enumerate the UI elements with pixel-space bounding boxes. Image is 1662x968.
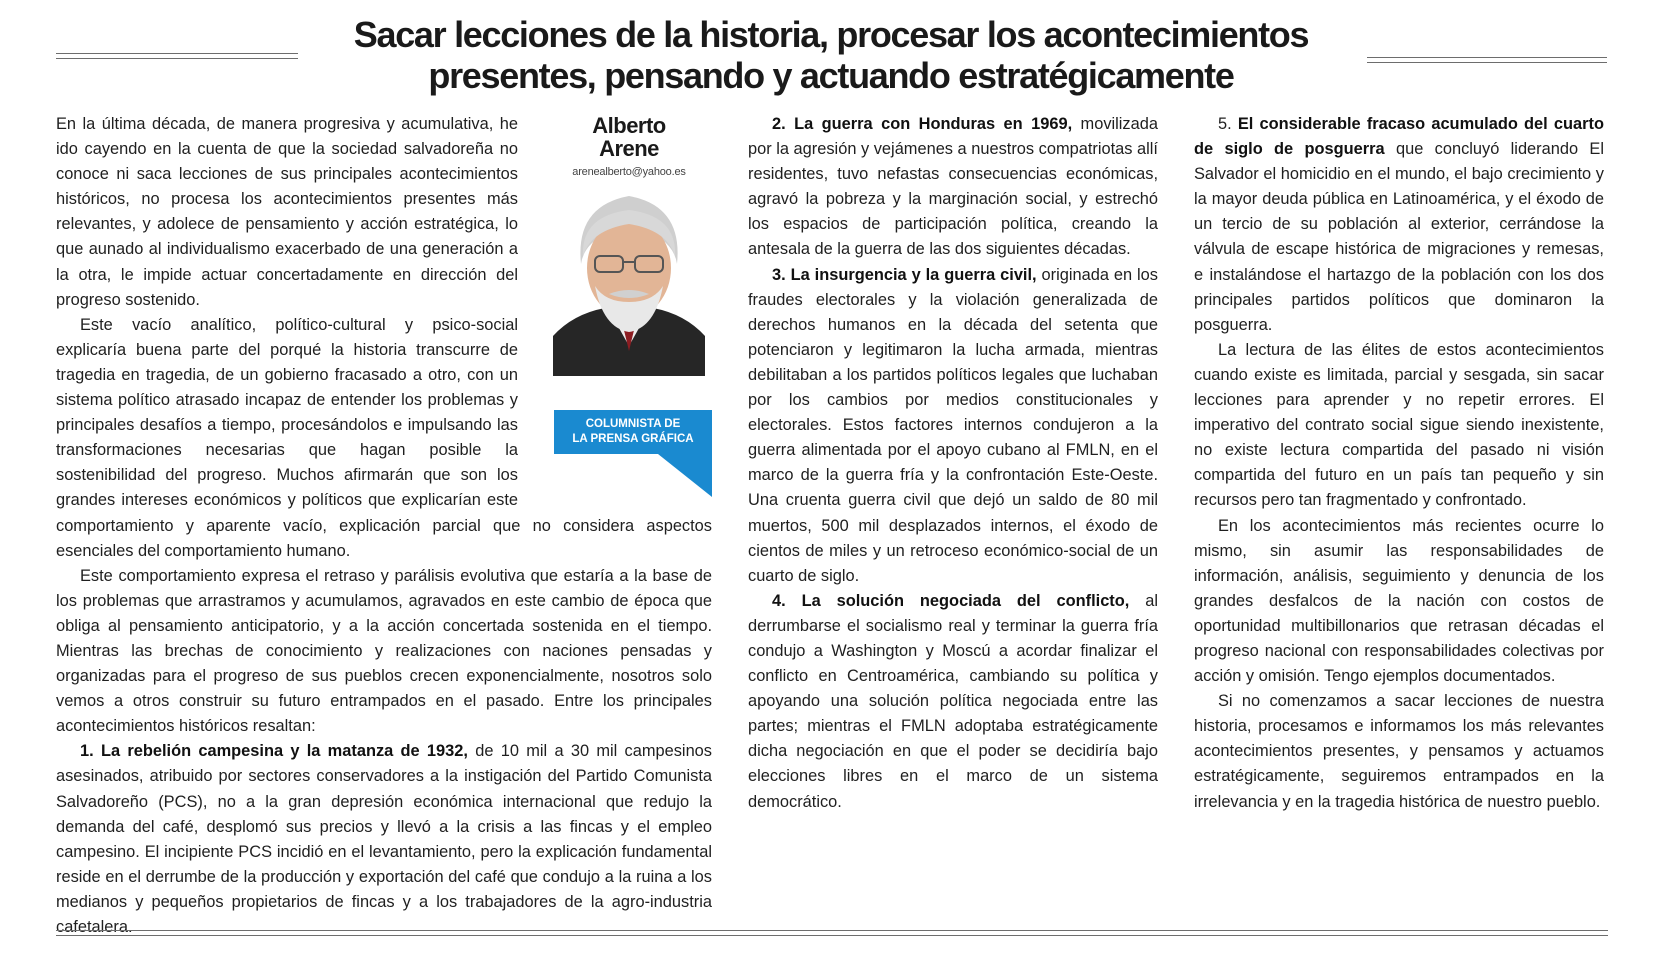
badge-line-2: LA PRENSA GRÁFICA <box>572 433 694 445</box>
author-name <box>546 114 712 160</box>
author-byline <box>546 112 712 497</box>
paragraph-conclusion: Si no comenzamos a sacar lecciones de nuestra historia, procesamos e informamos los más relevantes acontecimientos presentes, y pensamos y actuamos estratégicamente, seguiremos entrampados en la irrelevancia y en la tragedia histórica de nuestro pueblo. <box>1194 692 1604 811</box>
list-item-5-number: 5. <box>1218 115 1238 133</box>
list-item-1 <box>56 739 712 940</box>
author-email: arenealberto@yahoo.es <box>572 166 686 178</box>
list-item-5 <box>1194 112 1604 338</box>
list-item-1-heading: 1. La rebelión campesina y la matanza de 1932, <box>80 742 468 761</box>
list-item-4-heading: 4. La solución negociada del conflicto, <box>772 591 1130 610</box>
badge-tail <box>658 454 712 497</box>
headline-line-2: presentes, pensando y actuando estratégicamente <box>428 55 1234 96</box>
header-rule-right <box>1367 57 1607 63</box>
paragraph-intro: En la última década, de manera progresiva y acumulativa, he ido cayendo en la cuenta de que la sociedad salvadoreña no conoce ni saca lecciones de sus principales acontecimientos históricos, no procesa los acontecimientos presentes más relevantes, y adolece de pensamiento y acción estratégica, lo que aunado al individualismo exacerbado de una generación a la otra, le impide actuar concertadamente en dirección del progreso sostenido. <box>56 115 518 309</box>
list-item-5-text: que concluyó liderando El Salvador el homicidio en el mundo, el bajo crecimiento y la mayor deuda pública en Latinoamérica, y el éxodo de un tercio de su población al exterior, cerrándose la válvula de escape histórica de migraciones y remesas, e instalándose el hartazgo de la población con los dos principales partidos políticos que dominaron la posguerra. <box>1194 140 1604 334</box>
footer-rule <box>56 930 1608 936</box>
headline <box>300 14 1362 96</box>
list-item-1-text: de 10 mil a 30 mil campesinos asesinados, atribuido por sectores conservadores a la instigación del Partido Comunista Salvadoreño (PCS), no a la gran depresión económica internacional que redujo la demanda del café, desplomó sus precios y llevó a la crisis a las fincas y el empleo campesino. El incipiente PCS incidió en el levantamiento, pero la explicación fundamental reside en el derrumbe de la producción y exportación del café que condujo a la ruina a los medianos y pequeños propietarios de fincas y a los trabajadores de la agro-industria cafetalera. <box>56 742 712 936</box>
paragraph-analytic-void: Este vacío analítico, político-cultural y psico-social explicaría buena parte del porqué la historia transcurre de tragedia en tragedia, de un gobierno fracasado a otro, con un sistema político atrasado incapaz de entender los problemas y principales desafíos a tiempo, procesándolos e impulsando las transformaciones necesarias que hagan posible la sostenibilidad del progreso. Muchos afirmarán que son los grandes intereses económicos y políticos que explicarían este comportamiento y aparente vacío, explicación parcial que no considera aspectos esenciales del comportamiento humano. <box>56 315 712 560</box>
headline-line-1: Sacar lecciones de la historia, procesar los acontecimientos <box>353 14 1309 55</box>
paragraph-recent-events: En los acontecimientos más recientes ocurre lo mismo, sin asumir las responsabilidades de información, análisis, seguimiento y denuncia de los grandes desfalcos de la nación con costos de oportunidad multibillonarios que retrasan décadas el progreso nacional con responsabilidades colectivas por acción y omisión. Tengo ejemplos documentados. <box>1194 516 1604 686</box>
article-column-1 <box>56 112 712 940</box>
list-item-4 <box>748 589 1158 815</box>
list-item-2-heading: 2. La guerra con Honduras en 1969, <box>772 115 1073 133</box>
paragraph-elites: La lectura de las élites de estos acontecimientos cuando existe es limitada, parcial y sesgada, sin sacar lecciones para aprender y no repetir errores. El imperativo del contrato social sigue siendo inexistente, no existe lectura compartida del pasado ni visión compartida del futuro en un país tan pequeño y sin recursos pero tan fragmentado y confrontado. <box>1194 340 1604 510</box>
article-column-3 <box>1194 112 1604 815</box>
author-first-name: Alberto <box>592 113 666 138</box>
list-item-2 <box>748 112 1158 263</box>
header-rule-left <box>56 53 298 59</box>
list-item-3-heading: 3. La insurgencia y la guerra civil, <box>772 265 1037 284</box>
list-item-2-text: movilizada por la agresión y vejámenes a nuestros compatriotas allí residentes, tuvo nefastas consecuencias económicas, agravó la pobreza y la marginación social, y estrechó los espacios de participación política, creando la antesala de la guerra de las dos siguientes décadas. <box>748 115 1158 259</box>
columnist-badge <box>554 410 712 454</box>
paragraph-behavior: Este comportamiento expresa el retraso y parálisis evolutiva que estaría a la base de los problemas que arrastramos y acumulamos, agravados en este cambio de época que obliga al pensamiento anticipatorio, y a la acción concertada sostenida en el tiempo. Mientras las brechas de conocimiento y realizaciones con naciones pensadas y organizadas para el progreso de sus pueblos crecen exponencialmente, nosotros solo vemos a otros construir su futuro entrampados en el pasado. Entre los principales acontecimientos históricos resaltan: <box>56 566 712 736</box>
list-item-3-text: originada en los fraudes electorales y la violación generalizada de derechos humanos en la década del setenta que potenciaron y legitimaron la lucha armada, mientras debilitaban a los partidos políticos legales que luchaban por los cambios por medios constitucionales y electorales. Estos factores internos condujeron a la guerra alimentada por el apoyo cubano al FMLN, en el marco de la guerra fría y la confrontación Este-Oeste. Una cruenta guerra civil que dejó un saldo de 80 mil muertos, 500 mil desplazados internos, el éxodo de cientos de miles y un retroceso económico-social de un cuarto de siglo. <box>748 265 1158 585</box>
list-item-3 <box>748 263 1158 589</box>
author-portrait <box>553 186 705 376</box>
article-column-2 <box>748 112 1158 815</box>
author-last-name: Arene <box>599 136 659 161</box>
list-item-5-heading: El considerable fracaso acumulado del cuarto de siglo de posguerra <box>1194 115 1604 159</box>
badge-line-1: COLUMNISTA DE <box>585 418 681 430</box>
list-item-4-text: al derrumbarse el socialismo real y terminar la guerra fría condujo a Washington y Moscú a acordar finalizar el conflicto en Centroamérica, cambiando su política y apoyando una solución política negociada entre las partes; mientras el FMLN adoptaba estratégicamente dicha negociación en que el poder se decidiría bajo elecciones libres en el marco de un sistema democrático. <box>748 591 1159 811</box>
